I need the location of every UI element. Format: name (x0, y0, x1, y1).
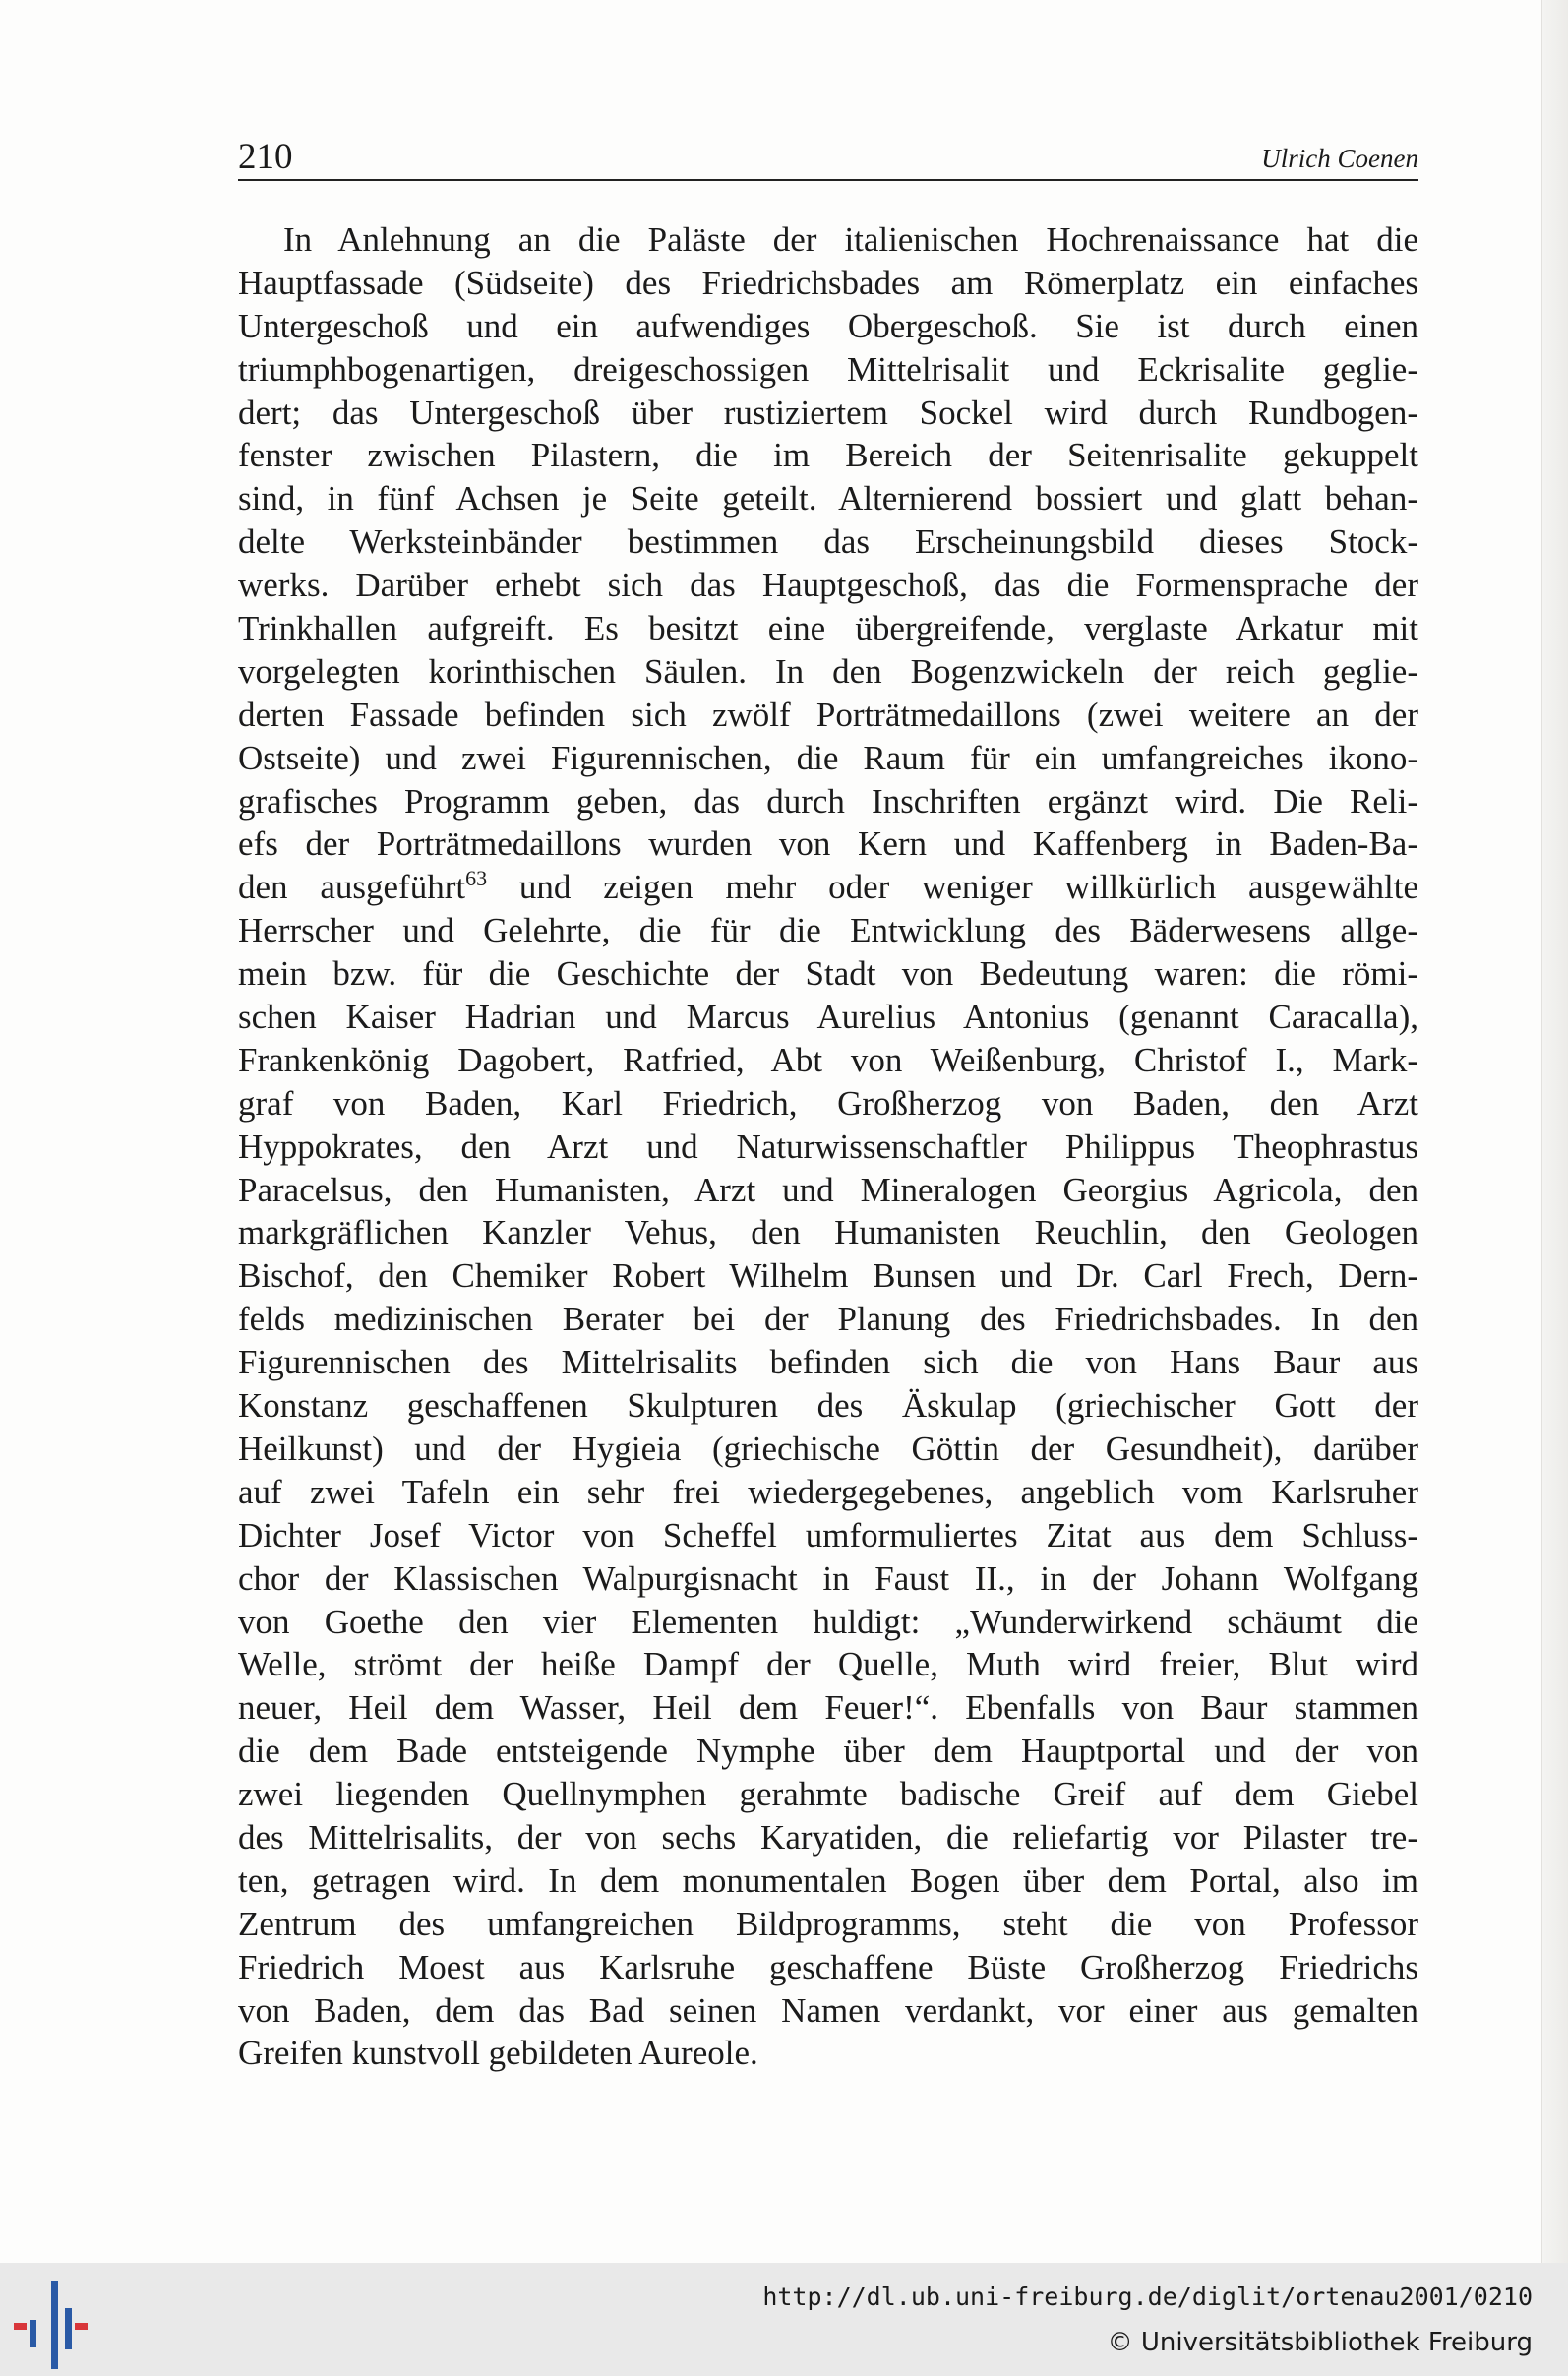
text-line: Friedrich Moest aus Karlsruhe geschaffene Büste Großherzog Friedrichs (238, 1947, 1418, 1986)
text-line-part: den ausgeführt (238, 868, 466, 907)
text-line: auf zwei Tafeln ein sehr frei wiedergegebenes, angeblich vom Karlsruher (238, 1472, 1418, 1511)
text-line: grafisches Programm geben, das durch Inschriften ergänzt wird. Die Reli- (238, 781, 1418, 821)
text-line: werks. Darüber erhebt sich das Hauptgeschoß, das die Formensprache der (238, 566, 1418, 605)
text-line: von Goethe den vier Elementen huldigt: „Wunderwirkend schäumt die (238, 1602, 1418, 1641)
text-line: dert; das Untergeschoß über rustiziertem Sockel wird durch Rundbogen- (238, 393, 1418, 432)
text-line: Dichter Josef Victor von Scheffel umformuliertes Zitat aus dem Schluss- (238, 1515, 1418, 1554)
text-line: die dem Bade entsteigende Nymphe über dem Hauptportal und der von (238, 1732, 1418, 1771)
page-number: 210 (238, 137, 293, 177)
copyright-notice: © Universitätsbibliothek Freiburg (1107, 2328, 1533, 2357)
text-line: In Anlehnung an die Paläste der italienischen Hochrenaissance hat die (283, 220, 1418, 259)
ub-freiburg-logo-icon (14, 2281, 102, 2369)
text-line: zwei liegenden Quellnymphen gerahmte badische Greif auf dem Giebel (238, 1775, 1418, 1814)
text-line-with-footnote (238, 866, 1418, 909)
text-line: von Baden, dem das Bad seinen Namen verdankt, vor einer aus gemalten (238, 1990, 1418, 2030)
text-line: felds medizinischen Berater bei der Planung des Friedrichsbades. In den (238, 1300, 1418, 1339)
text-line: triumphbogenartigen, dreigeschossigen Mittelrisalit und Eckrisalite geglie- (238, 349, 1418, 389)
text-line: derten Fassade befinden sich zwölf Porträtmedaillons (zwei weitere an der (238, 695, 1418, 734)
text-line: Ostseite) und zwei Figurennischen, die Raum für ein umfangreiches ikono- (238, 738, 1418, 777)
text-line: Konstanz geschaffenen Skulpturen des Äskulap (griechischer Gott der (238, 1386, 1418, 1426)
text-line: mein bzw. für die Geschichte der Stadt von Bedeutung waren: die römi- (238, 954, 1418, 994)
text-line: Hauptfassade (Südseite) des Friedrichsbades am Römerplatz ein einfaches (238, 263, 1418, 302)
text-line: Untergeschoß und ein aufwendiges Obergeschoß. Sie ist durch einen (238, 306, 1418, 345)
text-line: Zentrum des umfangreichen Bildprogramms, steht die von Professor (238, 1904, 1418, 1943)
footer-bar (0, 2263, 1568, 2376)
text-line: Welle, strömt der heiße Dampf der Quelle, Muth wird freier, Blut wird (238, 1645, 1418, 1684)
text-line: des Mittelrisalits, der von sechs Karyatiden, die reliefartig vor Pilaster tre- (238, 1817, 1418, 1857)
text-line: sind, in fünf Achsen je Seite geteilt. Alternierend bossiert und glatt behan- (238, 479, 1418, 518)
text-line: chor der Klassischen Walpurgisnacht in Faust II., in der Johann Wolfgang (238, 1558, 1418, 1598)
text-line: Herrscher und Gelehrte, die für die Entwicklung des Bäderwesens allge- (238, 911, 1418, 950)
text-line: ten, getragen wird. In dem monumentalen Bogen über dem Portal, also im (238, 1860, 1418, 1900)
body-paragraph (238, 218, 1418, 2075)
author-running-head: Ulrich Coenen (1261, 144, 1418, 173)
text-line: Paracelsus, den Humanisten, Arzt und Mineralogen Georgius Agricola, den (238, 1170, 1418, 1209)
page-edge (1541, 0, 1568, 2263)
text-line: Frankenkönig Dagobert, Ratfried, Abt von Weißenburg, Christof I., Mark- (238, 1040, 1418, 1079)
text-line-part: und zeigen mehr oder weniger willkürlich ausgewählte (487, 868, 1418, 907)
text-line: delte Werksteinbänder bestimmen das Erscheinungsbild dieses Stock- (238, 522, 1418, 562)
text-line: vorgelegten korinthischen Säulen. In den Bogenzwickeln der reich geglie- (238, 651, 1418, 691)
text-line: schen Kaiser Hadrian und Marcus Aurelius Antonius (genannt Caracalla), (238, 998, 1418, 1037)
text-line: fenster zwischen Pilastern, die im Bereich der Seitenrisalite gekuppelt (238, 436, 1418, 475)
text-line: neuer, Heil dem Wasser, Heil dem Feuer!“. Ebenfalls von Baur stammen (238, 1688, 1418, 1728)
text-line: Figurennischen des Mittelrisalits befinden sich die von Hans Baur aus (238, 1343, 1418, 1382)
text-line: Greifen kunstvoll gebildeten Aureole. (238, 2034, 758, 2073)
text-line: Trinkhallen aufgreift. Es besitzt eine übergreifende, verglaste Arkatur mit (238, 609, 1418, 648)
text-line: Hyppokrates, den Arzt und Naturwissenschaftler Philippus Theophrastus (238, 1127, 1418, 1166)
text-line: graf von Baden, Karl Friedrich, Großherzog von Baden, den Arzt (238, 1083, 1418, 1123)
text-line: markgräflichen Kanzler Vehus, den Humanisten Reuchlin, den Geologen (238, 1213, 1418, 1252)
running-header (238, 130, 1418, 181)
source-url-link[interactable]: http://dl.ub.uni-freiburg.de/diglit/ortenau2001/0210 (762, 2283, 1533, 2311)
text-line: Heilkunst) und der Hygieia (griechische Göttin der Gesundheit), darüber (238, 1429, 1418, 1468)
footnote-reference[interactable]: 63 (465, 866, 488, 891)
text-line: efs der Porträtmedaillons wurden von Kern und Kaffenberg in Baden-Ba- (238, 824, 1418, 864)
text-line: Bischof, den Chemiker Robert Wilhelm Bunsen und Dr. Carl Frech, Dern- (238, 1256, 1418, 1296)
